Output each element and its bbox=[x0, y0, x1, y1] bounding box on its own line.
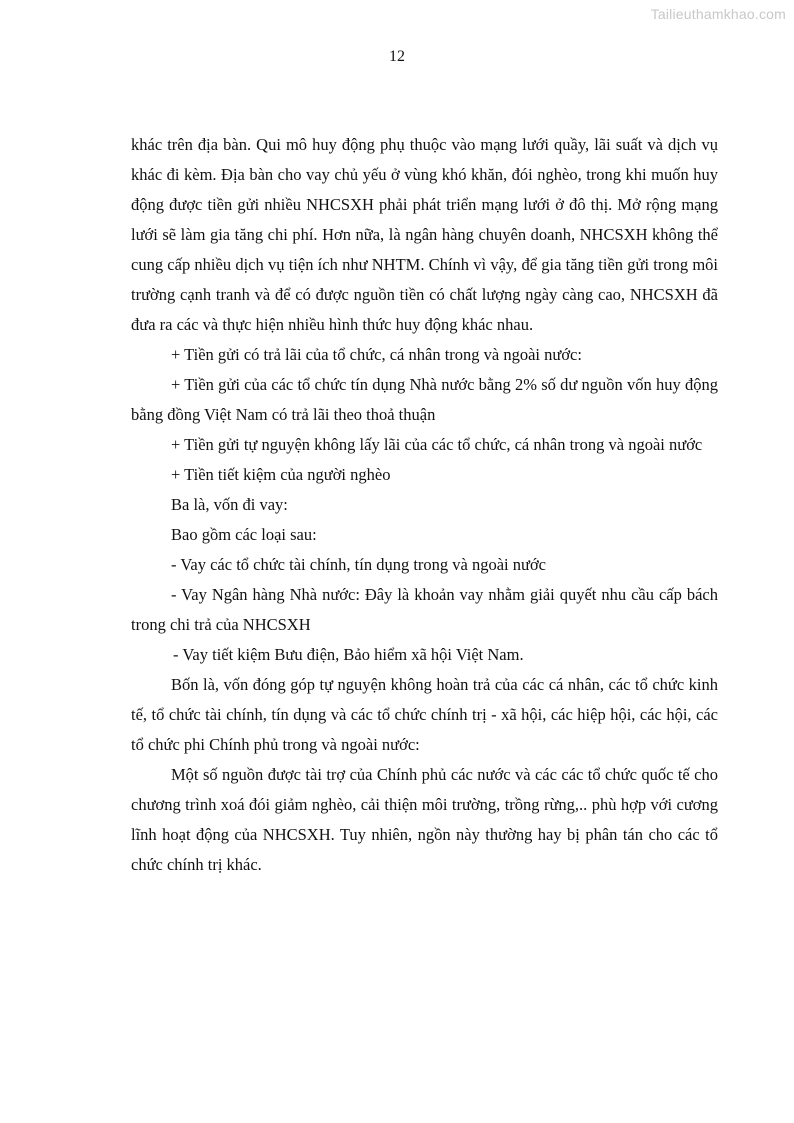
paragraph-voluntary-contributions: Bốn là, vốn đóng góp tự nguyện không hoàn trả của các cá nhân, các tổ chức kinh tế, tổ chức tài chính, tín dụng và các tổ chức chính trị - xã hội, các hiệp hội, các hội, các tổ chức phi Chính phủ trong và ngoài nước: bbox=[131, 675, 718, 754]
page-number: 12 bbox=[389, 48, 405, 65]
list-item-state-bank-loans: - Vay Ngân hàng Nhà nước: Đây là khoản vay nhằm giải quyết nhu cầu cấp bách trong chi trả của NHCSXH bbox=[131, 585, 718, 634]
list-item-voluntary-deposits: + Tiền gửi tự nguyện không lấy lãi của các tổ chức, cá nhân trong và ngoài nước bbox=[171, 435, 703, 454]
list-item-postal-savings-loans: - Vay tiết kiệm Bưu điện, Bảo hiểm xã hội Việt Nam. bbox=[173, 645, 524, 664]
section-heading-borrowed-capital: Ba là, vốn đi vay: bbox=[171, 495, 288, 514]
paragraph-continuation: khác trên địa bàn. Qui mô huy động phụ thuộc vào mạng lưới quầy, lãi suất và dịch vụ khác đi kèm. Địa bàn cho vay chủ yếu ở vùng khó khăn, đói nghèo, trong khi muốn huy động được tiền gửi nhiều NHCSXH phải phát triển mạng lưới ở đô thị. Mở rộng mạng lưới sẽ làm gia tăng chi phí. Hơn nữa, là ngân hàng chuyên doanh, NHCSXH không thể cung cấp nhiều dịch vụ tiện ích như NHTM. Chính vì vậy, để gia tăng tiền gửi trong môi trường cạnh tranh và để có được nguồn tiền có chất lượng ngày càng cao, NHCSXH đã đưa ra các và thực hiện nhiều hình thức huy động khác nhau. bbox=[131, 135, 718, 334]
list-item-poor-savings: + Tiền tiết kiệm của người nghèo bbox=[171, 465, 391, 484]
watermark: Tailieuthamkhao.com bbox=[650, 6, 786, 22]
paragraph-types-intro: Bao gồm các loại sau: bbox=[171, 525, 317, 544]
list-item-interest-deposits: + Tiền gửi có trả lãi của tổ chức, cá nhân trong và ngoài nước: bbox=[171, 345, 582, 364]
list-item-financial-institution-loans: - Vay các tổ chức tài chính, tín dụng trong và ngoài nước bbox=[171, 555, 546, 574]
list-item-credit-institution-deposits: + Tiền gửi của các tổ chức tín dụng Nhà nước bằng 2% số dư nguồn vốn huy động bằng đồng Việt Nam có trả lãi theo thoả thuận bbox=[131, 375, 718, 424]
paragraph-foreign-funding: Một số nguồn được tài trợ của Chính phủ các nước và các các tổ chức quốc tế cho chương trình xoá đói giảm nghèo, cải thiện môi trường, trồng rừng,.. phù hợp với cương lĩnh hoạt động của NHCSXH. Tuy nhiên, ngồn này thường hay bị phân tán cho các tổ chức chính trị khác. bbox=[131, 765, 718, 874]
document-body bbox=[131, 130, 718, 880]
